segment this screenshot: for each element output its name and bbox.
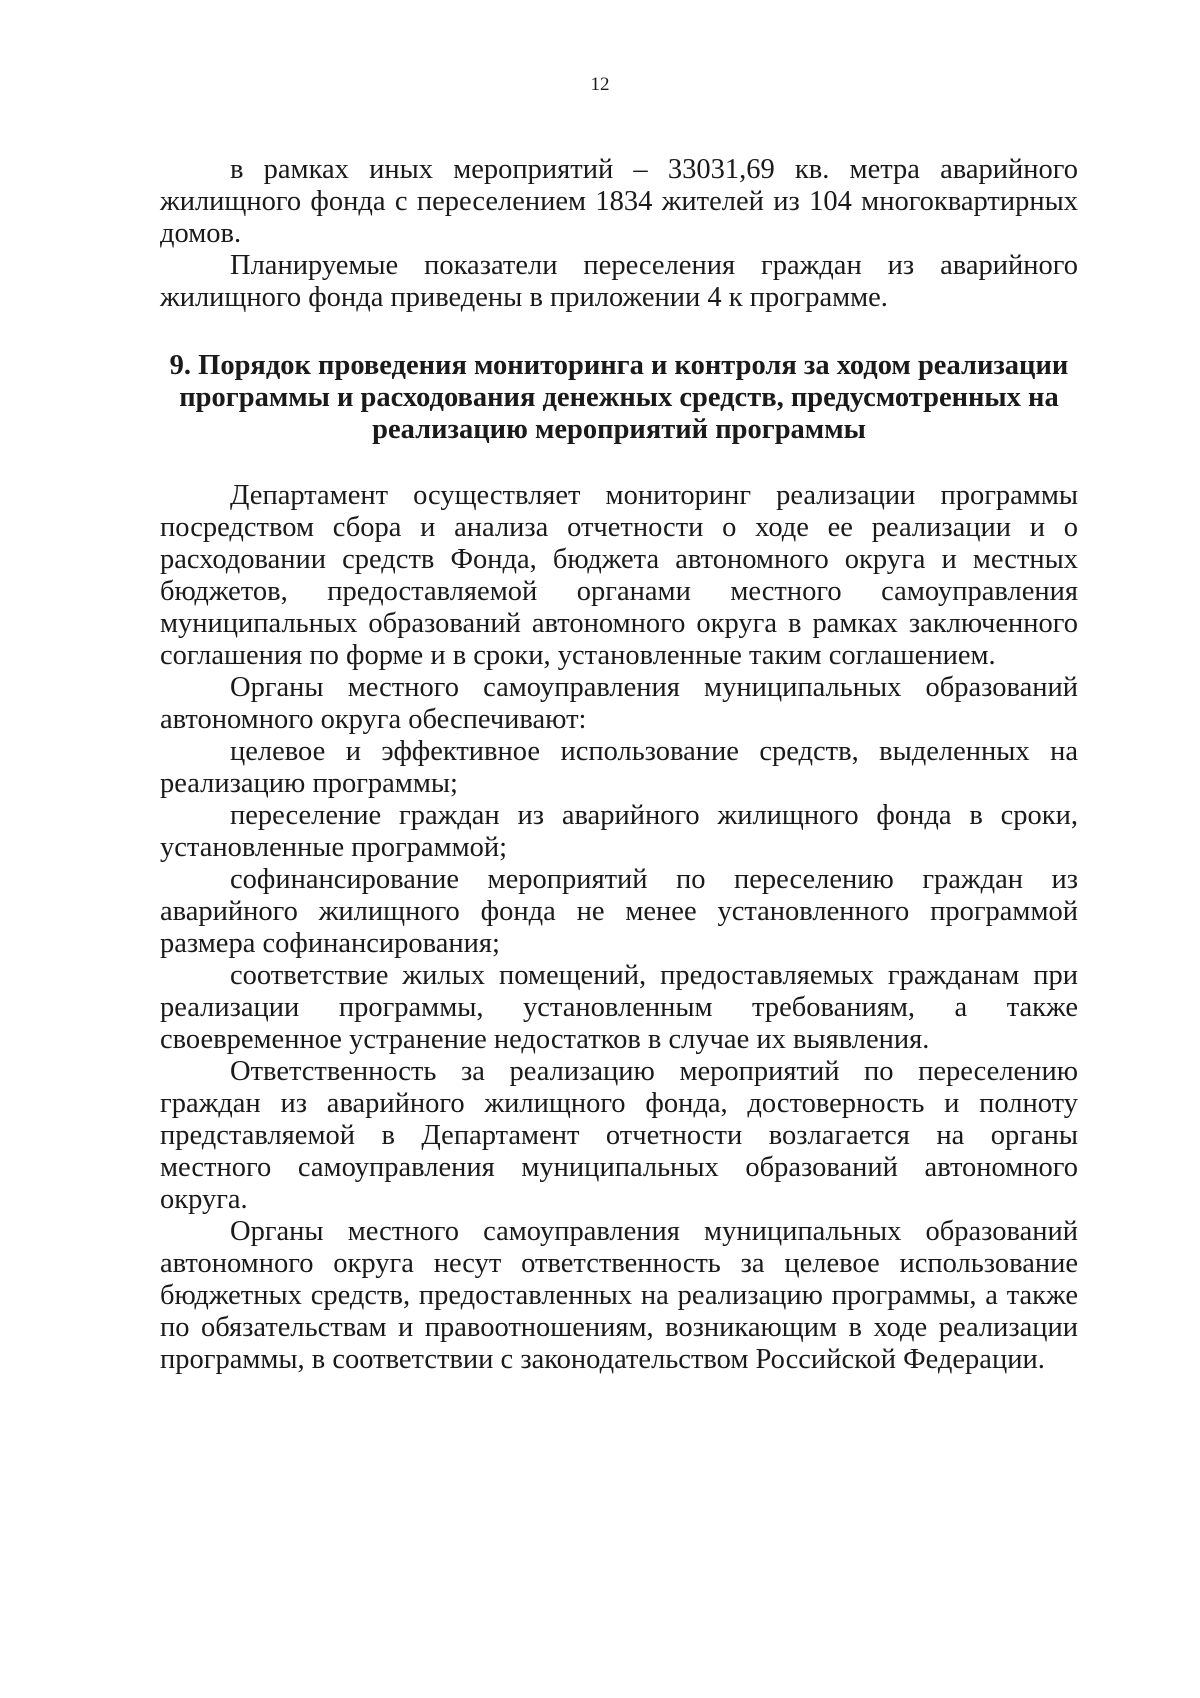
paragraph-budget-responsibility: Органы местного самоуправления муниципальных образований автономного округа несут ответственность за целевое использование бюджетных средств, предоставленных на реализацию программы, а также по обязательствам и правоотношениям, возникающим в ходе реализации программы, в соответствии с законодательством Российской Федерации.: [160, 1216, 1078, 1375]
section-heading: 9. Порядок проведения мониторинга и контроля за ходом реализации программы и расходования денежных средств, предусмотренных на реализацию мероприятий программы: [169, 350, 1069, 445]
paragraph-local-authorities-ensure: Органы местного самоуправления муниципальных образований автономного округа обеспечивают:: [160, 672, 1078, 735]
paragraph-department-monitoring: Департамент осуществляет мониторинг реализации программы посредством сбора и анализа отчетности о ходе ее реализации и о расходовании средств Фонда, бюджета автономного округа и местных бюджетов, предоставляемой органами местного самоуправления муниципальных образований автономного округа в рамках заключенного соглашения по форме и в сроки, установленные таким соглашением.: [160, 480, 1078, 671]
page-number: 12: [590, 74, 610, 95]
paragraph-housing-compliance: соответствие жилых помещений, предоставляемых гражданам при реализации программы, установленным требованиям, а также своевременное устранение недостатков в случае их выявления.: [160, 960, 1078, 1055]
paragraph-planned-indicators: Планируемые показатели переселения граждан из аварийного жилищного фонда приведены в приложении 4 к программе.: [160, 250, 1078, 313]
paragraph-cofinancing: софинансирование мероприятий по переселению граждан из аварийного жилищного фонда не менее установленного программой размера софинансирования;: [160, 864, 1078, 959]
paragraph-responsibility: Ответственность за реализацию мероприятий по переселению граждан из аварийного жилищного фонда, достоверность и полноту представляемой в Департамент отчетности возлагается на органы местного самоуправления муниципальных образований автономного округа.: [160, 1056, 1078, 1215]
paragraph-other-measures: в рамках иных мероприятий – 33031,69 кв. метра аварийного жилищного фонда с переселением 1834 жителей из 104 многоквартирных домов.: [160, 154, 1078, 249]
paragraph-targeted-use: целевое и эффективное использование средств, выделенных на реализацию программы;: [160, 736, 1078, 799]
intro-text-block: [160, 154, 1078, 314]
paragraph-resettlement-terms: переселение граждан из аварийного жилищного фонда в сроки, установленные программой;: [160, 800, 1078, 863]
section-text-block: [160, 480, 1078, 1376]
